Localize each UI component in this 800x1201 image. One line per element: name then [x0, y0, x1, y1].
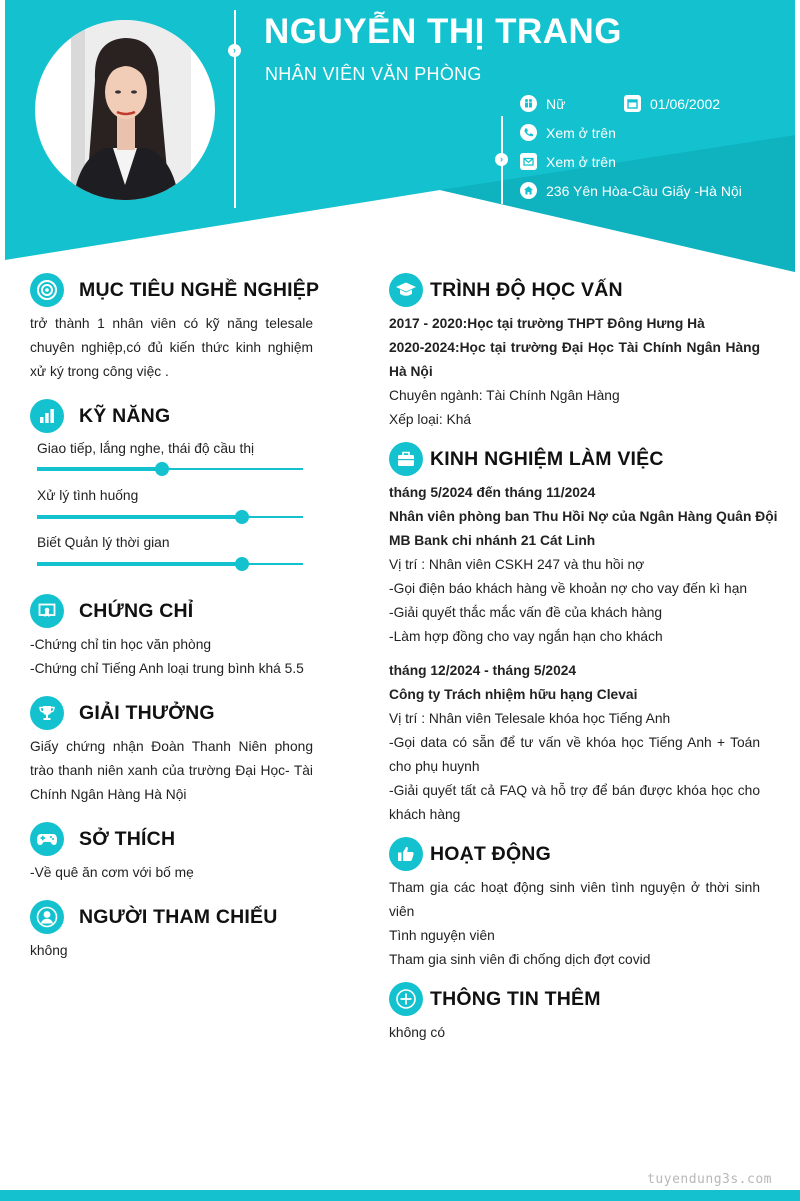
header-divider-dot: ›	[228, 44, 241, 57]
education-title: TRÌNH ĐỘ HỌC VẤN	[430, 278, 623, 301]
phone-info	[520, 124, 616, 141]
certificates-text: -Chứng chỉ tin học văn phòng -Chứng chỉ Tiếng Anh loại trung bình khá 5.5	[30, 637, 304, 676]
phone-icon	[520, 124, 537, 141]
footer-bar	[0, 1190, 800, 1201]
skill-bar	[37, 468, 303, 470]
experience-title: KINH NGHIỆM LÀM VIỆC	[430, 447, 664, 470]
bar-chart-icon	[30, 399, 64, 433]
more-info-text: không có	[389, 1025, 445, 1040]
skill-bar-knob	[235, 557, 249, 571]
objective-text: trở thành 1 nhân viên có kỹ năng telesale chuyên nghiệp,có đủ kiến thức kinh nghiệm xử ký trong công việc .	[30, 316, 313, 379]
education-header	[389, 273, 623, 307]
activities-text: Tham gia các hoạt động sinh viên tình nguyện ở thời sinh viên Tình nguyện viên Tham gia sinh viên đi chống dịch đợt covid	[389, 880, 760, 967]
phone-value: Xem ở trên	[546, 124, 616, 141]
education-text: 2017 - 2020:Học tại trường THPT Đông Hưng Hà 2020-2024:Học tại trường Đại Học Tài Chính Ngân Hàng Hà Nội Chuyên ngành: Tài Chính Ngân Hàng Xếp loại: Khá	[389, 316, 760, 427]
hobbies-text: -Về quê ăn cơm với bố mẹ	[30, 865, 194, 880]
candidate-name: NGUYỄN THỊ TRANG	[264, 12, 622, 51]
experience-header	[389, 442, 664, 476]
address-value: 236 Yên Hòa-Cầu Giấy -Hà Nội	[546, 182, 742, 199]
skill-bar-fill	[37, 515, 242, 519]
briefcase-icon	[389, 442, 423, 476]
skills-title: KỸ NĂNG	[79, 404, 171, 427]
certificate-icon	[30, 594, 64, 628]
gender-info	[520, 95, 565, 112]
skill-label: Biết Quản lý thời gian	[37, 535, 170, 550]
skill-bar-knob	[155, 462, 169, 476]
activities-header	[389, 837, 551, 871]
awards-title: GIẢI THƯỞNG	[79, 701, 215, 724]
hobbies-header	[30, 822, 175, 856]
trophy-icon	[30, 696, 64, 730]
objective-header	[30, 273, 319, 307]
awards-text: Giấy chứng nhận Đoàn Thanh Niên phong trào thanh niên xanh của trường Đại Học- Tài Chính Ngân Hàng Hà Nội	[30, 739, 313, 802]
objective-title: MỤC TIÊU NGHỀ NGHIỆP	[79, 278, 320, 301]
experience-job-1: tháng 5/2024 đến tháng 11/2024 Nhân viên phòng ban Thu Hồi Nợ của Ngân Hàng Quân Đội MB Bank chi nhánh 21 Cát Linh Vị trí : Nhân viên CSKH 247 và thu hồi nợ -Gọi điện báo khách hàng về khoản nợ cho vay đến kì hạn -Giải quyết thắc mắc vấn đề của khách hàng -Làm hợp đồng cho vay ngắn hạn cho khách	[389, 485, 778, 644]
skills-header	[30, 399, 170, 433]
user-icon	[30, 900, 64, 934]
skill-bar	[37, 563, 303, 565]
target-icon	[30, 273, 64, 307]
birthday-value: 01/06/2002	[650, 95, 721, 112]
contact-divider-dot: ›	[495, 153, 508, 166]
address-info	[520, 182, 742, 199]
plus-circle-icon	[389, 982, 423, 1016]
activities-title: HOẠT ĐỘNG	[430, 842, 551, 865]
references-title: NGƯỜI THAM CHIẾU	[79, 905, 278, 928]
header-divider	[234, 10, 236, 208]
skill-bar-knob	[235, 510, 249, 524]
gender-icon	[520, 95, 537, 112]
watermark: tuyendung3s.com	[647, 1172, 772, 1187]
birthday-info	[624, 95, 720, 112]
skill-bar-fill	[37, 467, 162, 471]
email-info	[520, 153, 616, 170]
hobbies-title: SỞ THÍCH	[79, 827, 176, 850]
thumbs-up-icon	[389, 837, 423, 871]
calendar-icon	[624, 95, 641, 112]
skill-label: Giao tiếp, lắng nghe, thái độ cầu thị	[37, 441, 255, 456]
more-info-header	[389, 982, 601, 1016]
graduation-cap-icon	[389, 273, 423, 307]
email-value: Xem ở trên	[546, 153, 616, 170]
references-text: không	[30, 943, 68, 958]
experience-job-2: tháng 12/2024 - tháng 5/2024 Công ty Trách nhiệm hữu hạng Clevai Vị trí : Nhân viên Telesale khóa học Tiếng Anh -Gọi data có sẵn để tư vấn về khóa học Tiếng Anh + Toán cho phụ huynh -Giải quyết tất cả FAQ và hỗ trợ để bán được khóa học cho khách hàng	[389, 663, 760, 822]
email-icon	[520, 153, 537, 170]
certificates-header	[30, 594, 193, 628]
awards-header	[30, 696, 215, 730]
more-info-title: THÔNG TIN THÊM	[430, 987, 601, 1010]
skill-bar	[37, 516, 303, 518]
candidate-title: NHÂN VIÊN VĂN PHÒNG	[265, 64, 482, 84]
certificates-title: CHỨNG CHỈ	[79, 599, 194, 622]
avatar	[35, 20, 215, 200]
gender-value: Nữ	[546, 95, 566, 112]
skill-bar-fill	[37, 562, 242, 566]
references-header	[30, 900, 278, 934]
home-icon	[520, 182, 537, 199]
gamepad-icon	[30, 822, 64, 856]
skill-label: Xử lý tình huống	[37, 488, 139, 503]
